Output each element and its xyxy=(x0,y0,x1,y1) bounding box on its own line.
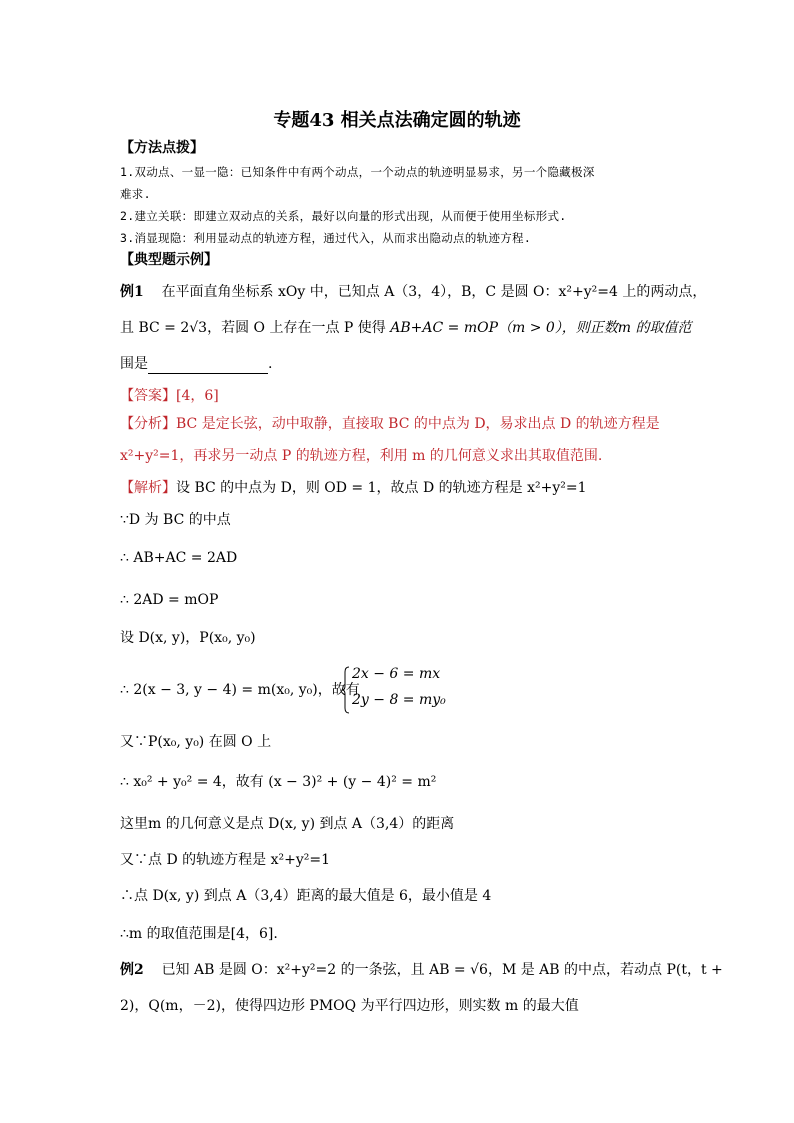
example1-text1: 在平面直角坐标系 xOy 中，已知点 A（3，4），B，C 是圆 O：x²+y²=4 上的两动点， xyxy=(161,284,707,300)
solution-line1 xyxy=(120,478,587,498)
solution-step-4: ∴ 2AD = mOP xyxy=(120,592,219,608)
examples-heading: 【典型题示例】 xyxy=(120,252,218,268)
example2-line2: 2)，Q(m，－2)，使得四边形 PMOQ 为平行四边形，则实数 m 的最大值 xyxy=(120,998,579,1014)
example1-line1 xyxy=(120,282,706,302)
method-heading: 【方法点拨】 xyxy=(120,140,204,156)
system-brace xyxy=(342,666,350,714)
solution-step-8: ∴ x₀² + y₀² = 4，故有 (x − 3)² + (y − 4)² = m² xyxy=(120,774,437,790)
solution-step-5: 设 D(x, y)，P(x₀, y₀) xyxy=(120,630,256,646)
method-item-1: 1.双动点、一显一隐：已知条件中有两个动点，一个动点的轨迹明显易求，另一个隐藏极深 xyxy=(120,165,595,179)
system-eq-1: 2x − 6 = mx xyxy=(352,666,441,682)
example1-line3: 围是 . xyxy=(120,356,273,372)
system-eq-2: 2y − 8 = my₀ xyxy=(352,692,446,708)
analysis-line2: x²+y²=1，再求另一动点 P 的轨迹方程，利用 m 的几何意义求出其取值范围. xyxy=(120,448,603,464)
method-item-2: 2.建立关联：即建立双动点的关系，最好以向量的形式出现，从而便于使用坐标形式. xyxy=(120,209,567,223)
example1-text3: 围是 xyxy=(120,356,148,372)
method-item-1-cont: 难求. xyxy=(120,187,151,201)
analysis-tag: 【分析】 xyxy=(120,416,176,432)
solution-step-3: ∴ AB+AC = 2AD xyxy=(120,550,238,566)
example1-text2b: AB+AC = mOP（m > 0），则正数m 的取值范 xyxy=(390,320,692,336)
solution-step-9: 这里m 的几何意义是点 D(x, y) 到点 A（3,4）的距离 xyxy=(120,816,455,832)
example2-line1 xyxy=(120,960,723,980)
solution-step-2: ∵D 为 BC 的中点 xyxy=(120,512,231,528)
solution-tag: 【解析】 xyxy=(120,480,176,496)
solution-step-11: ∴点 D(x, y) 到点 A（3,4）距离的最大值是 6，最小值是 4 xyxy=(120,888,492,904)
page-title: 专题43 相关点法确定圆的轨迹 xyxy=(273,110,521,131)
example2-text1: 已知 AB 是圆 O：x²+y²=2 的一条弦，且 AB = √6，M 是 AB 的中点，若动点 P(t，t + xyxy=(161,962,723,978)
example2-label: 例2 xyxy=(120,962,144,978)
solution-text1: 设 BC 的中点为 D，则 OD = 1，故点 D 的轨迹方程是 x²+y²=1 xyxy=(176,480,587,496)
analysis-line1 xyxy=(120,414,660,434)
solution-step-7: 又∵P(x₀, y₀) 在圆 O 上 xyxy=(120,734,272,750)
solution-step-12: ∴m 的取值范围是[4，6]. xyxy=(120,926,278,942)
analysis-text1: BC 是定长弦，动中取静，直接取 BC 的中点为 D，易求出点 D 的轨迹方程是 xyxy=(176,416,660,432)
example1-line2 xyxy=(120,318,692,338)
answer-line xyxy=(120,386,219,406)
answer-tag: 【答案】 xyxy=(120,388,176,404)
solution-step-10: 又∵点 D 的轨迹方程是 x²+y²=1 xyxy=(120,852,330,868)
solution-step-6: ∴ 2(x − 3, y − 4) = m(x₀, y₀)，故有 xyxy=(120,682,360,698)
method-item-3: 3.消显现隐：利用显动点的轨迹方程，通过代入，从而求出隐动点的轨迹方程. xyxy=(120,231,532,245)
example1-text2a: 且 BC = 2√3，若圆 O 上存在一点 P 使得 xyxy=(120,320,386,336)
answer-value: [4，6] xyxy=(176,388,219,404)
example1-label: 例1 xyxy=(120,284,144,300)
answer-blank xyxy=(148,359,268,374)
